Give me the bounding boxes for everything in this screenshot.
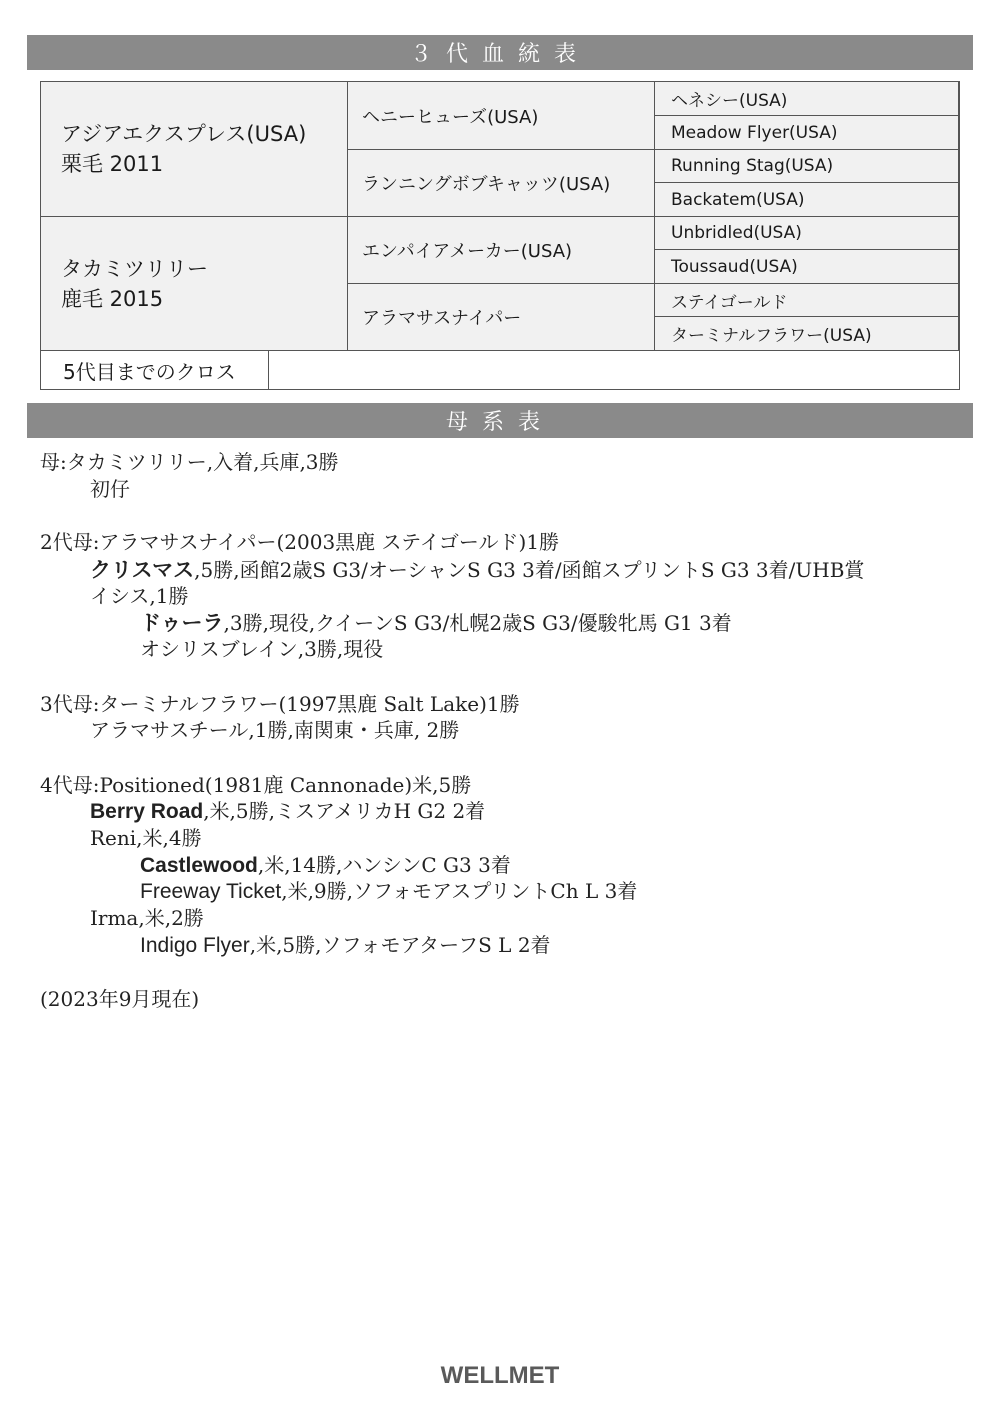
pedigree-table [40, 81, 960, 390]
g3-cell [655, 317, 959, 351]
sire-sire-name: ヘニーヒューズ(USA) [362, 106, 539, 128]
wellmet-logo: WELLMET [440, 1362, 560, 1389]
horse-name-highlight: ドゥーラ [140, 611, 224, 635]
sire-name: アジアエクスプレス(USA) [61, 122, 307, 146]
sire-info: 栗毛 2011 [61, 152, 164, 176]
sire-dam-name: ランニングボブキャッツ(USA) [362, 174, 611, 195]
cross-label-cell [41, 351, 269, 389]
as-of-date: (2023年9月現在) [40, 987, 200, 1011]
family-line: 3代母:ターミナルフラワー(1997黒鹿 Salt Lake)1勝 [40, 692, 520, 716]
horse-record: ,5勝,函館2歳S G3/オーシャンS G3 3着/函館スプリントS G3 3着/UHB賞 [194, 558, 865, 582]
dam-info: 鹿毛 2015 [61, 286, 164, 311]
g3-cell [655, 250, 959, 284]
horse-record: ,米,9勝,ソフォモアスプリントCh L 3着 [281, 879, 638, 903]
family-line: イシス,1勝 [90, 584, 189, 608]
horse-record: ,米,14勝,ハンシンC G3 3着 [257, 853, 511, 877]
dam-dam-cell [348, 284, 655, 351]
g3-name: Unbridled(USA) [671, 223, 802, 243]
family-line: オシリスブレイン,3勝,現役 [140, 637, 384, 661]
g3-cell [655, 82, 959, 116]
sire-sire-cell [348, 82, 655, 150]
dam-dam-name: アラマサスナイパー [362, 308, 522, 329]
family-line [140, 878, 637, 905]
family-banner: 母系表 [27, 403, 973, 438]
horse-record: ,3勝,現役,クイーンS G3/札幌2歳S G3/優駿牝馬 G1 3着 [223, 611, 732, 635]
cross-label: 5代目までのクロス [63, 359, 236, 384]
family-line [90, 798, 485, 825]
g3-name: Backatem(USA) [671, 189, 805, 210]
g3-cell [655, 116, 959, 150]
family-line: 母:タカミツリリー,入着,兵庫,3勝 [40, 450, 339, 474]
horse-name-highlight: Berry Road [90, 800, 204, 823]
sire-dam-cell [348, 150, 655, 217]
dam-sire-cell [348, 217, 655, 284]
g3-name: Meadow Flyer(USA) [671, 122, 838, 143]
pedigree-banner: ３代血統表 [27, 35, 973, 70]
g3-cell [655, 183, 959, 217]
family-line: アラマサスチール,1勝,南関東・兵庫, 2勝 [90, 718, 460, 742]
g3-name: ターミナルフラワー(USA) [671, 326, 872, 346]
g3-name: Toussaud(USA) [671, 256, 798, 277]
family-line [90, 557, 864, 583]
family-line: Irma,米,2勝 [90, 906, 204, 930]
horse-name: Freeway Ticket [140, 880, 282, 903]
dam-cell [41, 217, 348, 351]
horse-record: ,米,5勝,ミスアメリカH G2 2着 [203, 799, 486, 823]
horse-name: Indigo Flyer [140, 934, 250, 957]
g3-name: ステイゴールド [671, 292, 788, 313]
horse-name-highlight: Castlewood [140, 854, 258, 877]
cross-value-cell [269, 351, 959, 389]
horse-name-highlight: クリスマス [90, 558, 195, 582]
family-line [140, 610, 732, 636]
family-line: 初仔 [90, 477, 130, 501]
g3-name: ヘネシー(USA) [671, 91, 788, 111]
g3-cell [655, 284, 959, 317]
g3-cell [655, 150, 959, 183]
family-line: Reni,米,4勝 [90, 826, 202, 850]
family-line: 2代母:アラマサスナイパー(2003黒鹿 ステイゴールド)1勝 [40, 530, 560, 554]
g3-cell [655, 217, 959, 250]
horse-record: ,米,5勝,ソフォモアターフS L 2着 [249, 933, 551, 957]
sire-cell [41, 82, 348, 217]
dam-name: タカミツリリー [61, 256, 208, 281]
dam-sire-name: エンパイアメーカー(USA) [362, 241, 573, 262]
family-line [140, 852, 511, 879]
family-line: 4代母:Positioned(1981鹿 Cannonade)米,5勝 [40, 773, 472, 797]
family-line [140, 932, 551, 959]
g3-name: Running Stag(USA) [671, 156, 834, 176]
